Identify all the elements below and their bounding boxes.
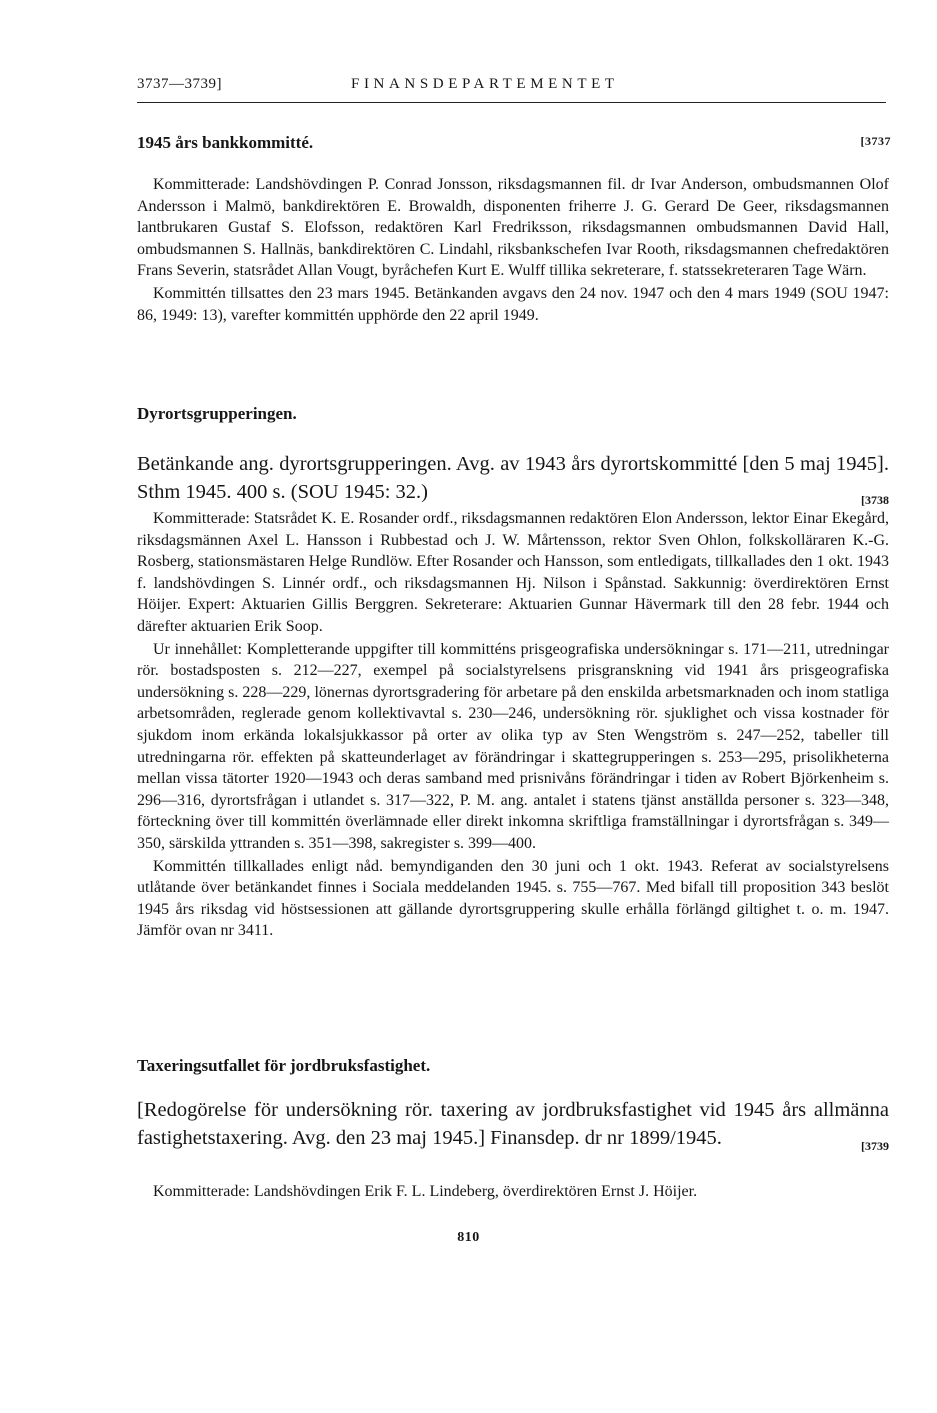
- section-title-bankkommitte: 1945 års bankkommitté.: [137, 133, 314, 152]
- lead-text: [Redogörelse för undersökning rör. taxering av jordbruksfastighet vid 1945 års allmänna fastighetstaxering. Avg. den 23 maj 1945.] Finansdep. dr nr 1899/1945.: [137, 1099, 889, 1149]
- section-title-taxeringsutfallet: Taxeringsutfallet för jordbruksfastighet.: [137, 1056, 431, 1075]
- paragraph-kommitterade-taxering: Kommitterade: Landshövdingen Erik F. L. Lindeberg, överdirektören Ernst J. Höijer.: [153, 1183, 698, 1200]
- paragraph-kommitterade: Kommitterade: Landshövdingen P. Conrad Jonsson, riksdagsmannen fil. dr Ivar Anderson, ombudsmannen Olof Andersson i Malmö, bankdirektören E. Browaldh, disponenten friherre J. G. Gerard De Geer, riksdagsmannen lantbrukaren Gustaf S. Elofsson, redaktören Karl Fredriksson, riksdagsmannen ombudsmannen David Hall, ombudsmannen S. Hallnäs, bankdirektören C. Lindahl, riksbankschefen Ivar Rooth, riksdagsmannen chefredaktören Frans Severin, statsrådet Allan Vougt, byråchefen Kurt E. Wulff tillika sekreterare, f. statssekreteraren Tage Wärn.: [137, 176, 889, 280]
- header-rule: [137, 102, 886, 103]
- running-header: [137, 76, 887, 98]
- section-lead-taxeringsutfallet: [137, 1096, 889, 1160]
- section-body-dyrortsgrupperingen: [137, 508, 889, 942]
- paragraph-tillsattes: Kommittén tillsattes den 23 mars 1945. Betänkanden avgavs den 24 nov. 1947 och den 4 mars 1949 (SOU 1947: 86, 1949: 13), varefter kommittén upphörde den 22 april 1949.: [137, 284, 889, 324]
- section-title-dyrortsgrupperingen: Dyrortsgrupperingen.: [137, 404, 297, 423]
- paragraph-innehallet: Ur innehållet: Kompletterande uppgifter till kommitténs prisgeografiska undersökningar s. 171—211, utredningar rör. bostadsposten s. 212—227, exempel på socialstyrelsens prisgranskning vid 1941 års prisgeografiska undersökning s. 228—229, lönernas dyrortsgradering för arbetare på den enskilda arbetsmarknaden och inom statliga arbetsområden, reglerade genom kollektivavtal s. 230—246, undersökning rör. sjuklighet och vissa kostnader för sjukdom inom erkända lokalsjukkassor på orter av olika typ av Sten Wengström s. 247—252, tabeller till utredningarna rör. effekten på skatteunderlaget av förändringar i skattegrupperingen s. 253—295, prisolikheterna mellan vissa tätorter 1920—1943 och deras samband med prisnivåns förändringar i tiden av Robert Björkenheim s. 296—316, dyrortsfrågan i utlandet s. 317—322, P. M. ang. antalet i statens tjänst anställda personer s. 323—348, förteckning över till kommittén överlämnade eller direkt inkomna skriftliga framställningar i dyrortsfrågan s. 349—350, särskilda yttranden s. 351—398, sakregister s. 399—400.: [137, 640, 889, 852]
- lead-dyrortsgrupperingen: [137, 450, 889, 506]
- header-number-range: 3737—3739]: [137, 76, 222, 92]
- section-lead-dyrortsgrupperingen: [137, 450, 889, 514]
- section-body-bankkommitte: [137, 174, 889, 326]
- header-department: FINANSDEPARTEMENTET: [351, 76, 619, 92]
- paragraph-tillkallades: Kommittén tillkallades enligt nåd. bemyndiganden den 30 juni och 1 okt. 1943. Referat av socialstyrelsens utlåtande över betänkandet finnes i Sociala meddelanden 1945. s. 755—767. Med bifall till proposition 343 beslöt 1945 års riksdag vid höstsessionen att gällande dyrortsgruppering skulle erhålla förlängd giltighet t. o. m. 1947. Jämför ovan nr 3411.: [137, 857, 889, 940]
- page-number: 810: [457, 1230, 480, 1245]
- section-ref-3737: [3737: [860, 134, 891, 148]
- paragraph-kommitterade-dyrort: Kommitterade: Statsrådet K. E. Rosander ordf., riksdagsmannen redaktören Elon Andersson, lektor Einar Ekegård, riksdagsmännen Axel L. Hansson i Rubbestad och J. W. Mårtensson, rektor Sven Ohlon, folkskolläraren K.-G. Rosberg, stationsmästaren Helge Rundlöw. Efter Rosander och Hansson, som entledigats, tillkallades den 1 okt. 1943 f. landshövdingen S. Linnér ordf., och riksdagsmannen Hj. Nilson i Spånstad. Sakkunnig: överdirektören Ernst Höijer. Expert: Aktuarien Gillis Berggren. Sekreterare: Aktuarien Gunnar Hävermark till den 28 febr. 1944 och därefter aktuarien Erik Soop.: [137, 510, 889, 635]
- section-body-taxeringsutfallet: [137, 1181, 889, 1203]
- section-ref-3738: [3738: [861, 493, 889, 507]
- lead-text: Betänkande ang. dyrortsgrupperingen. Avg. av 1943 års dyrortskommitté [den 5 maj 1945]. Sthm 1945. 400 s. (SOU 1945: 32.): [137, 453, 889, 503]
- lead-taxeringsutfallet: [137, 1096, 889, 1152]
- section-ref-3739: [3739: [861, 1139, 889, 1153]
